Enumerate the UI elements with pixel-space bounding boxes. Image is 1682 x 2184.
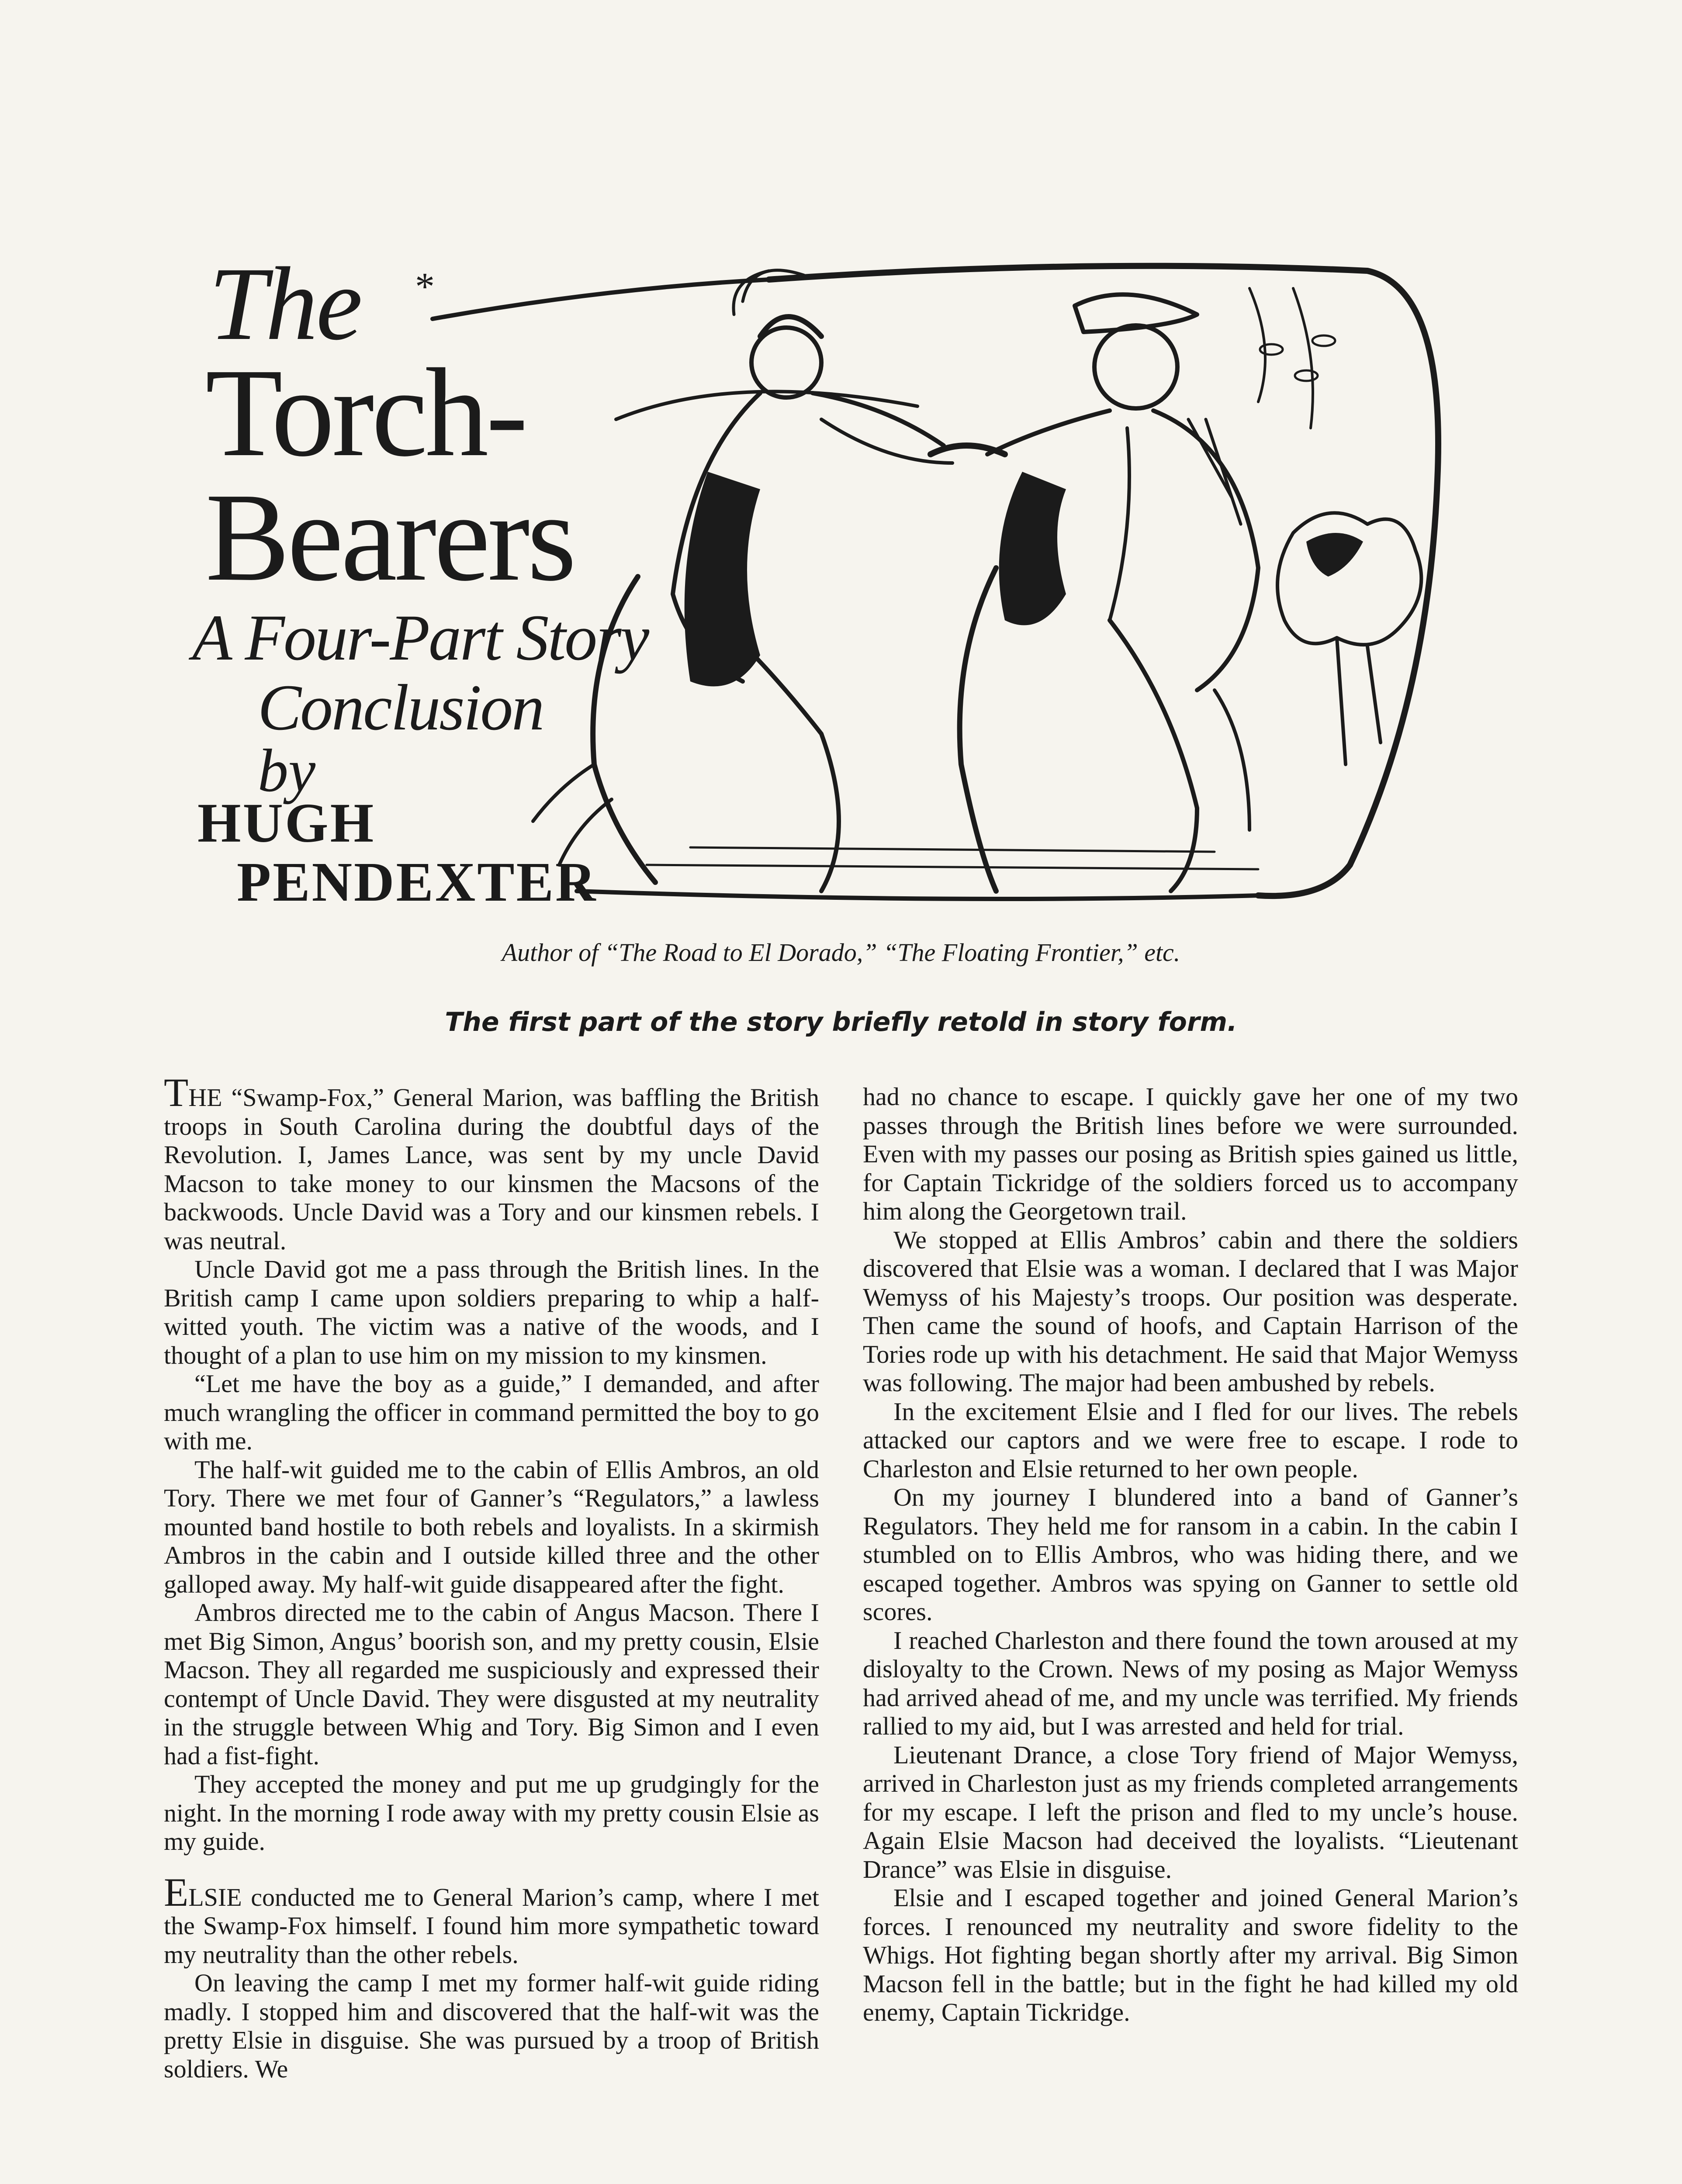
retold-heading: The first part of the story briefly retold in story form. [445, 1007, 1237, 1037]
byline-by: by [258, 737, 316, 805]
paragraph: On leaving the camp I met my former half-wit guide riding madly. I stopped him and discovered that the half-wit was the pretty Elsie in disguise. She was pursued by a troop of British soldiers. We [164, 1969, 819, 2083]
subtitle-conclusion: Conclusion [258, 671, 543, 744]
paragraph: They accepted the money and put me up grudgingly for the night. In the morning I rode away with my pretty cousin Elsie as my guide. [164, 1770, 819, 1856]
paragraph: Uncle David got me a pass through the British lines. In the British camp I came upon soldiers preparing to whip a half-witted youth. The victim was a native of the woods, and I thought of a plan to use him on my mission to my kinsmen. [164, 1255, 819, 1369]
story-column-left [164, 1070, 819, 2083]
paragraph: We stopped at Ellis Ambros’ cabin and there the soldiers discovered that Elsie was a woman. I declared that I was Major Wemyss of his Majesty’s troops. Our position was desperate. Then came the sound of hoofs, and Captain Harrison of the Tories rode up with his detachment. He said that Major Wemyss was following. The major had been ambushed by rebels. [863, 1225, 1518, 1397]
title-line-bearers: Bearers [205, 467, 574, 607]
paragraph: In the excitement Elsie and I fled for our lives. The rebels attacked our captors and we were free to escape. I rode to Charleston and Elsie returned to her own people. [863, 1397, 1518, 1483]
title-line-torch: Torch- [205, 342, 526, 483]
drop-cap: E [164, 1870, 189, 1914]
paragraph: ELSIE conducted me to General Marion’s camp, where I met the Swamp-Fox himself. I found him more sympathetic toward my neutrality than the other rebels. [164, 1870, 819, 1969]
title-footnote-marker: * [415, 265, 435, 308]
paragraph: Elsie and I escaped together and joined General Marion’s forces. I renounced my neutrality and swore fidelity to the Whigs. Hot fighting began shortly after my arrival. Big Simon Macson fell in the battle; but in the fight he had killed my old enemy, Captain Tickridge. [863, 1883, 1518, 2026]
paragraph: had no chance to escape. I quickly gave her one of my two passes through the British lines before we were surrounded. Even with my passes our posing as British spies gained us little, for Captain Tickridge of the soldiers forced us to accompany him along the Georgetown trail. [863, 1082, 1518, 1225]
paragraph: On my journey I blundered into a band of Ganner’s Regulators. They held me for ransom in a cabin. In the cabin I stumbled on to Ellis Ambros, who was hiding there, and we escaped together. Ambros was spying on Ganner to settle old scores. [863, 1483, 1518, 1626]
paragraph: Ambros directed me to the cabin of Angus Macson. There I met Big Simon, Angus’ boorish son, and my pretty cousin, Elsie Macson. They all regarded me suspiciously and expressed their contempt of Uncle David. They were disgusted at my neutrality in the struggle between Whig and Tory. Big Simon and I even had a fist-fight. [164, 1598, 819, 1770]
paragraph: “Let me have the boy as a guide,” I demanded, and after much wrangling the officer in command permitted the boy to go with me. [164, 1369, 819, 1455]
author-last-name: PENDEXTER [237, 851, 598, 913]
story-column-right [863, 1082, 1518, 2027]
paragraph: I reached Charleston and there found the town aroused at my disloyalty to the Crown. News of my posing as Major Wemyss had arrived ahead of me, and my uncle was terrified. My friends rallied to my aid, but I was arrested and held for trial. [863, 1626, 1518, 1740]
author-credit-line: Author of “The Road to El Dorado,” “The Floating Frontier,” etc. [502, 938, 1180, 967]
author-first-name: HUGH [197, 792, 376, 854]
drop-cap: T [164, 1070, 189, 1115]
paragraph: THE “Swamp-Fox,” General Marion, was baffling the British troops in South Carolina during the doubtful days of the Revolution. I, James Lance, was sent by my uncle David Macson to take money to our kinsmen the Macsons of the backwoods. Uncle David was a Tory and our kinsmen rebels. I was neutral. [164, 1070, 819, 1255]
subtitle-four-part-story: A Four-Part Story [192, 601, 648, 674]
paragraph: Lieutenant Drance, a close Tory friend of Major Wemyss, arrived in Charleston just as my friends completed arrangements for my escape. I left the prison and fled to my uncle’s house. Again Elsie Macson had deceived the loyalists. “Lieutenant Drance” was Elsie in disguise. [863, 1740, 1518, 1883]
title-line-the: The [209, 245, 361, 362]
two-horsemen-duel-illustration [428, 262, 1446, 926]
paragraph: The half-wit guided me to the cabin of Ellis Ambros, an old Tory. There we met four of Ganner’s “Regulators,” a lawless mounted band hostile to both rebels and loyalists. In a skirmish Ambros in the cabin and I outside killed three and the other galloped away. My half-wit guide disappeared after the fight. [164, 1455, 819, 1598]
